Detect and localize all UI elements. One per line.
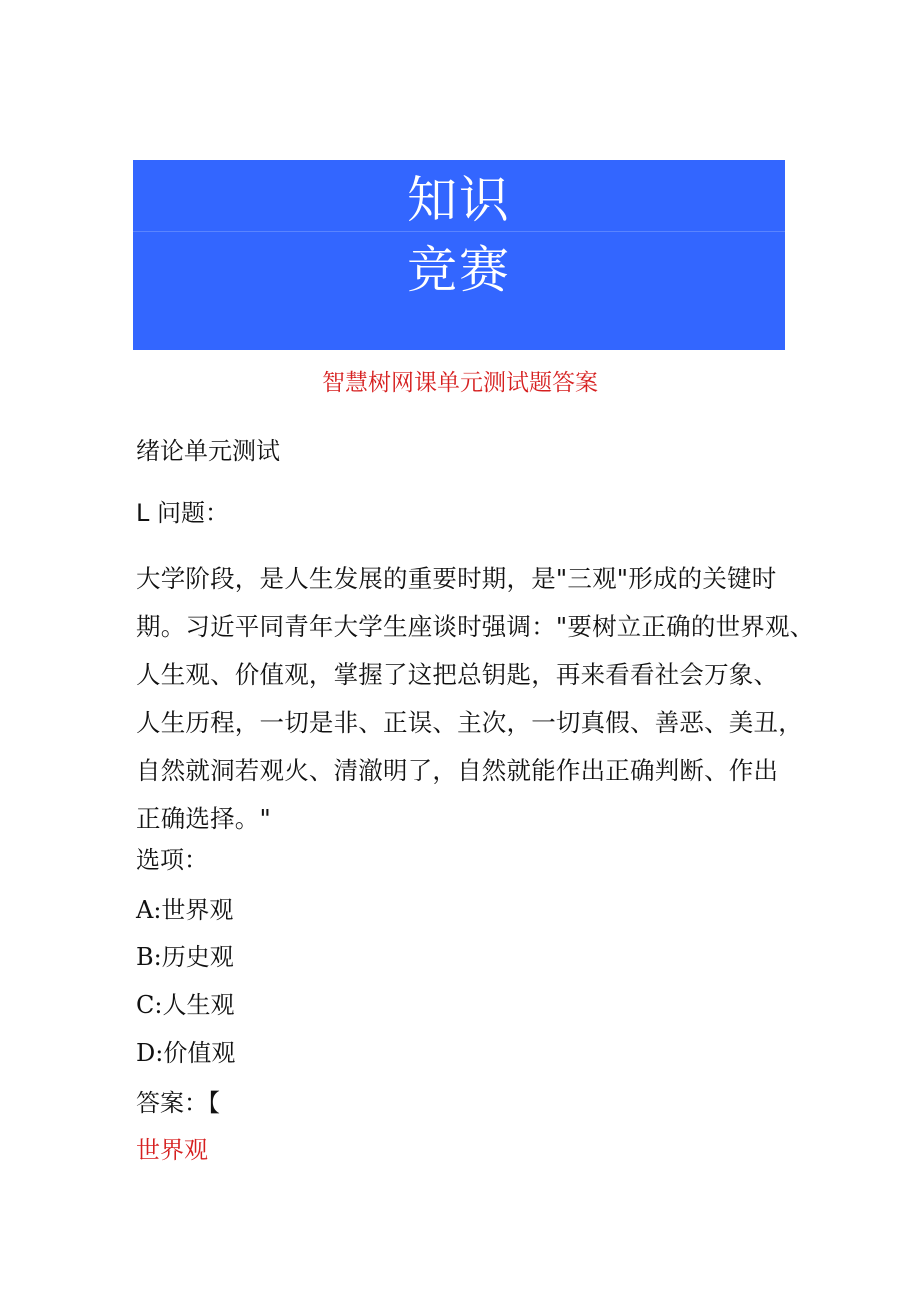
question-line: 正确选择。" [136, 804, 271, 833]
options-label: 选项： [136, 846, 208, 874]
option-c [136, 988, 234, 1022]
banner-title-line-2: 竞赛 [407, 241, 511, 299]
option-key: B: [136, 943, 162, 971]
question-line: 人生观、价值观，掌握了这把总钥匙，再来看看社会万象、 [136, 660, 779, 689]
option-text: 历史观 [161, 943, 234, 971]
question-line: 大学阶段，是人生发展的重要时期，是"三观"形成的关键时 [136, 564, 777, 593]
banner-title-line-1: 知识 [407, 171, 511, 229]
option-d [136, 1036, 235, 1070]
option-key: D: [136, 1039, 164, 1067]
question-label: L 问题： [136, 499, 229, 527]
question-line: 自然就洞若观火、清澈明了，自然就能作出正确判断、作出 [136, 756, 779, 785]
option-text: 价值观 [163, 1039, 236, 1067]
option-b [136, 940, 234, 974]
option-key: C: [136, 991, 163, 1019]
option-text: 人生观 [162, 991, 235, 1019]
option-a [136, 893, 233, 927]
option-key: A: [136, 896, 162, 924]
section-title: 绪论单元测试 [136, 437, 280, 465]
answer-value: 世界观 [136, 1136, 208, 1164]
answer-label: 答案：【 [136, 1089, 220, 1117]
document-subtitle: 智慧树网课单元测试题答案 [322, 370, 598, 396]
question-line: 期。习近平同青年大学生座谈时强调："要树立正确的世界观、 [136, 612, 815, 641]
banner-divider [133, 231, 785, 232]
question-text [136, 555, 815, 843]
question-line: 人生历程，一切是非、正误、主次，一切真假、善恶、美丑， [136, 708, 803, 737]
title-banner [133, 160, 785, 350]
option-text: 世界观 [161, 896, 234, 924]
